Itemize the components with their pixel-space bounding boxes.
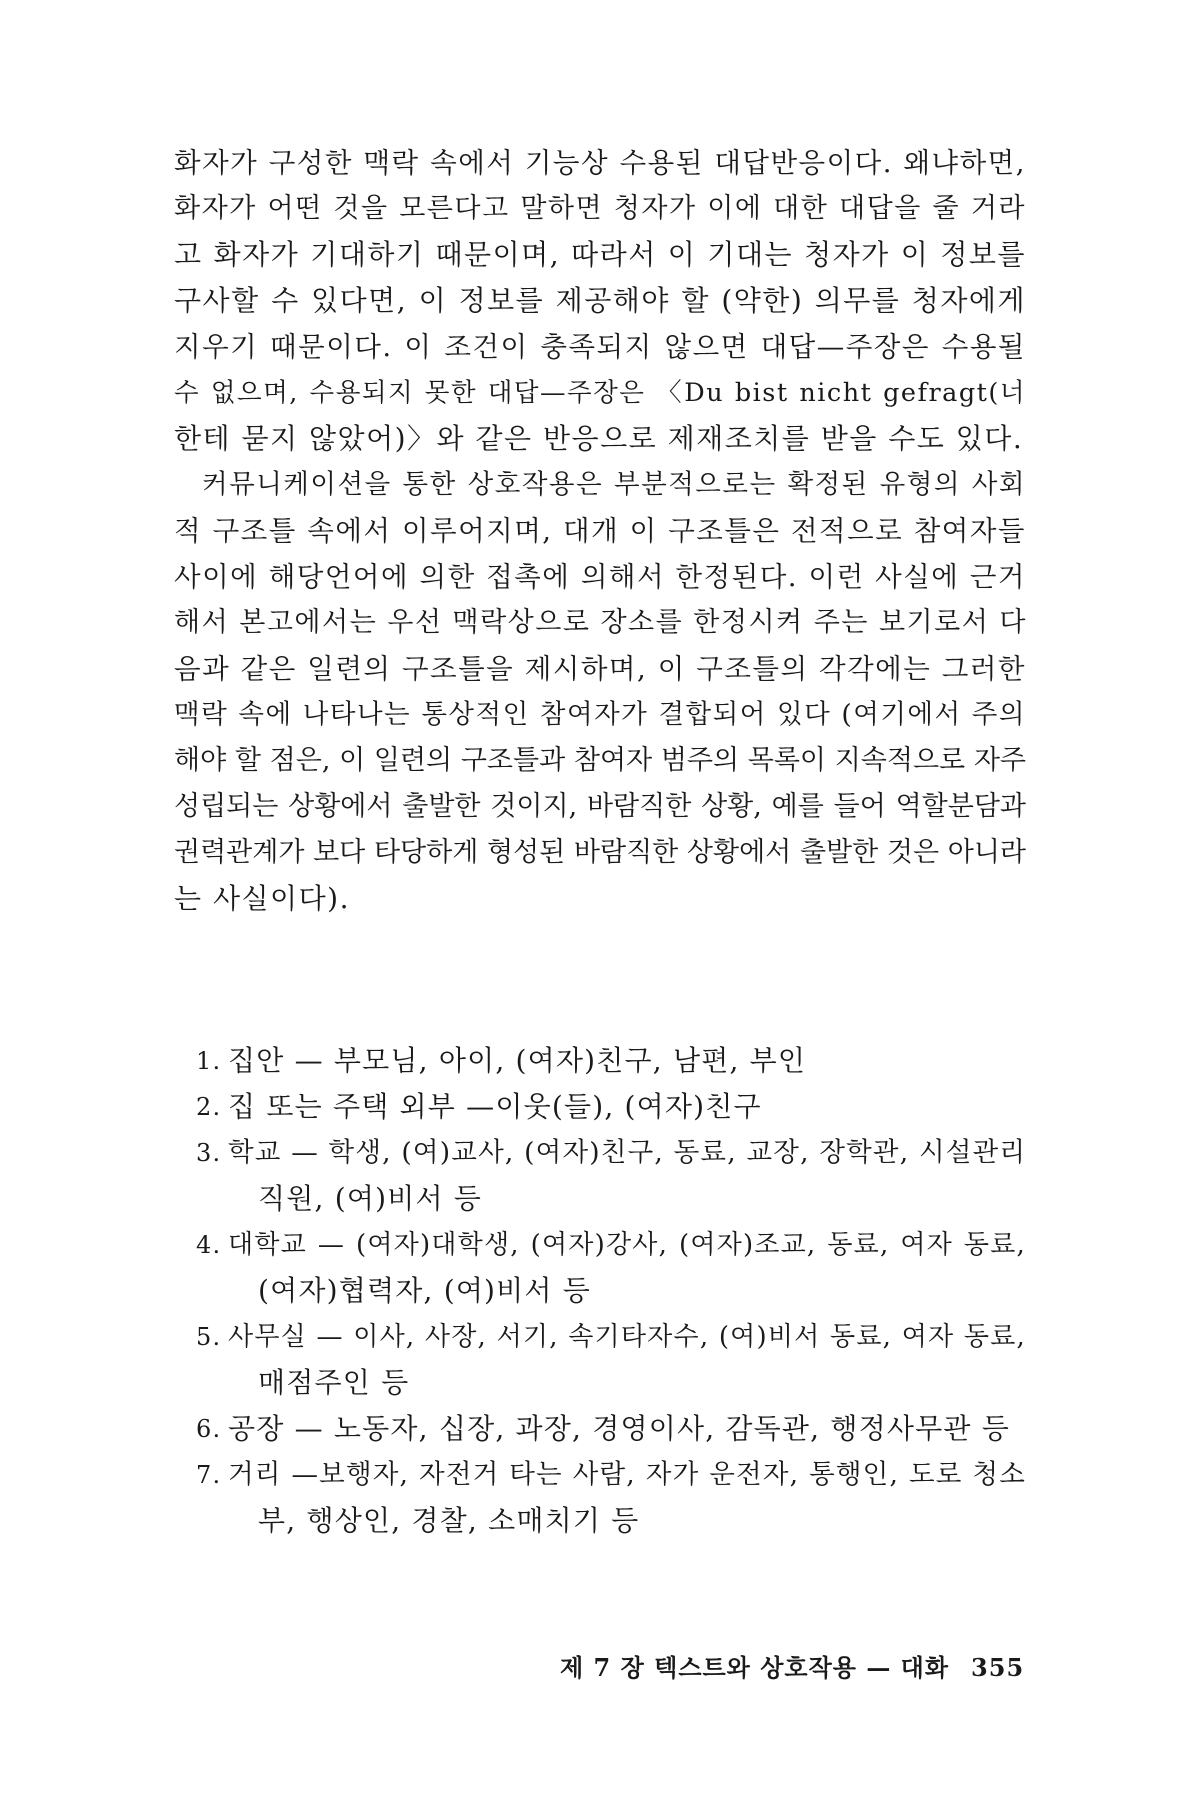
paragraph-line: 는 사실이다). xyxy=(174,882,350,915)
list-item-text: 대학교 — (여자)대학생, (여자)강사, (여자)조교, 동료, 여자 동료, xyxy=(228,1230,1026,1260)
list-item xyxy=(196,1038,1026,1084)
list-number: 1. xyxy=(196,1047,222,1075)
page-footer xyxy=(560,1648,1025,1683)
paragraph-line: 구사할 수 있다면, 이 정보를 제공해야 할 (약한) 의무를 청자에게 xyxy=(174,284,1026,317)
paragraph-line: 화자가 어떤 것을 모른다고 말하면 청자가 이에 대한 대답을 줄 거라 xyxy=(174,193,1026,224)
paragraph-line: 해서 본고에서는 우선 맥락상으로 장소를 한정시켜 주는 보기로서 다 xyxy=(174,607,1027,638)
page-number: 355 xyxy=(971,1653,1025,1682)
list-number: 6. xyxy=(196,1415,222,1443)
paragraph-line: 해야 할 점은, 이 일련의 구조틀과 참여자 범주의 목록이 지속적으로 자주 xyxy=(174,745,1026,776)
paragraph-line: 맥락 속에 나타나는 통상적인 참여자가 결합되어 있다 (여기에서 주의 xyxy=(174,699,1026,730)
paragraph-line: 한테 묻지 않았어)〉와 같은 반응으로 제재조치를 받을 수도 있다. xyxy=(174,422,1024,455)
list-item xyxy=(196,1314,1026,1406)
list-item xyxy=(196,1452,1026,1544)
list-number: 3. xyxy=(196,1139,222,1167)
list-item-text: 거리 —보행자, 자전거 타는 사람, 자가 운전자, 통행인, 도로 청소 xyxy=(228,1459,1026,1490)
list-item xyxy=(196,1084,1026,1130)
paragraph-line: 성립되는 상황에서 출발한 것이지, 바람직한 상황, 예를 들어 역할분담과 xyxy=(174,791,1026,822)
list-item-text: 사무실 — 이사, 사장, 서기, 속기타자수, (여)비서 동료, 여자 동료, xyxy=(228,1322,1026,1352)
list-number: 4. xyxy=(196,1231,222,1259)
paragraph-line: 사이에 해당언어에 의한 접촉에 의해서 한정된다. 이런 사실에 근거 xyxy=(174,561,1026,593)
location-list xyxy=(196,1038,1026,1544)
paragraph-line: 고 화자가 기대하기 때문이며, 따라서 이 기대는 청자가 이 정보를 xyxy=(174,238,1026,271)
list-item xyxy=(196,1406,1026,1452)
list-item-text: 직원, (여)비서 등 xyxy=(258,1182,483,1215)
list-item xyxy=(196,1130,1026,1222)
paragraph-line: 지우기 때문이다. 이 조건이 충족되지 않으면 대답—주장은 수용될 xyxy=(174,331,1026,363)
list-number: 5. xyxy=(196,1323,222,1351)
paragraph-line: 화자가 구성한 맥락 속에서 기능상 수용된 대답반응이다. 왜냐하면, xyxy=(174,147,1026,179)
paragraph-1 xyxy=(174,140,1026,462)
list-item xyxy=(196,1222,1026,1314)
paragraph-line: 음과 같은 일련의 구조틀을 제시하며, 이 구조틀의 각각에는 그러한 xyxy=(174,653,1026,685)
list-item-text: 학교 — 학생, (여)교사, (여자)친구, 동료, 교장, 장학관, 시설관리 xyxy=(228,1137,1027,1168)
body-text xyxy=(174,140,1026,922)
paragraph-line: 권력관계가 보다 타당하게 형성된 바람직한 상황에서 출발한 것은 아니라 xyxy=(174,837,1026,868)
list-item-text: 부, 행상인, 경찰, 소매치기 등 xyxy=(258,1504,640,1537)
list-number: 7. xyxy=(196,1461,222,1489)
list-item-text: 집안 — 부모님, 아이, (여자)친구, 남편, 부인 xyxy=(228,1044,807,1077)
paragraph-line: 적 구조틀 속에서 이루어지며, 대개 이 구조틀은 전적으로 참여자들 xyxy=(174,515,1026,547)
list-item-text: 매점주인 등 xyxy=(258,1366,410,1399)
list-item-text: 집 또는 주택 외부 —이웃(들), (여자)친구 xyxy=(228,1090,762,1123)
list-item-text: (여자)협력자, (여)비서 등 xyxy=(258,1274,592,1307)
paragraph-line: 수 없으며, 수용되지 못한 대답—주장은 〈Du bist nicht gefragt(너 xyxy=(174,378,1026,408)
paragraph-2 xyxy=(174,462,1026,922)
running-header-chapter: 제 7 장 텍스트와 상호작용 — 대화 xyxy=(560,1653,950,1682)
list-number: 2. xyxy=(196,1093,222,1121)
paragraph-line: 커뮤니케이션을 통한 상호작용은 부분적으로는 확정된 유형의 사회 xyxy=(202,469,1026,500)
list-item-text: 공장 — 노동자, 십장, 과장, 경영이사, 감독관, 행정사무관 등 xyxy=(228,1412,1010,1445)
